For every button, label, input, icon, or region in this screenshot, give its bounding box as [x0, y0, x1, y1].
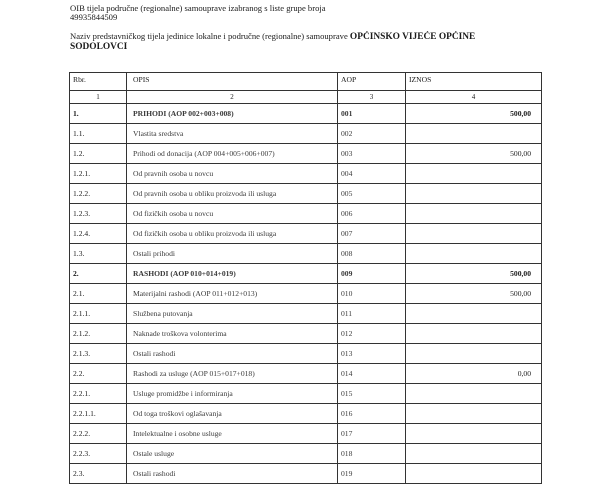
column-header-aop: AOP [338, 73, 406, 91]
oib-line-text: OIB tijela područne (regionalne) samouprave izabranog s liste grupe broja [70, 3, 326, 13]
cell-aop: 010 [338, 284, 406, 304]
cell-iznos [406, 404, 542, 424]
cell-opis: Službena putovanja [127, 304, 338, 324]
column-number-3: 3 [338, 91, 406, 104]
table-row [70, 244, 542, 264]
cell-aop: 003 [338, 144, 406, 164]
cell-aop: 019 [338, 464, 406, 484]
organization-name-prefix: Naziv predstavničkog tijela jedinice lokalne i područne (regionalne) samouprave [70, 31, 348, 41]
table-row [70, 104, 542, 124]
cell-rbr: 1.2.3. [70, 204, 127, 224]
cell-iznos: 500,00 [406, 144, 542, 164]
financial-report-table [69, 72, 542, 484]
column-header-iznos: IZNOS [406, 73, 542, 91]
cell-opis: Od pravnih osoba u obliku proizvoda ili usluga [127, 184, 338, 204]
table-row [70, 324, 542, 344]
column-number-1: 1 [70, 91, 127, 104]
column-number-4: 4 [406, 91, 542, 104]
cell-aop: 016 [338, 404, 406, 424]
cell-aop: 015 [338, 384, 406, 404]
cell-opis: Od pravnih osoba u novcu [127, 164, 338, 184]
cell-opis: Materijalni rashodi (AOP 011+012+013) [127, 284, 338, 304]
cell-aop: 014 [338, 364, 406, 384]
cell-opis: PRIHODI (AOP 002+003+008) [127, 104, 338, 124]
cell-opis: Rashodi za usluge (AOP 015+017+018) [127, 364, 338, 384]
cell-rbr: 2.1.3. [70, 344, 127, 364]
cell-rbr: 1.2. [70, 144, 127, 164]
table-row [70, 384, 542, 404]
cell-rbr: 2.3. [70, 464, 127, 484]
table-row [70, 144, 542, 164]
cell-iznos [406, 244, 542, 264]
cell-rbr: 2. [70, 264, 127, 284]
cell-iznos [406, 124, 542, 144]
cell-rbr: 1.2.4. [70, 224, 127, 244]
cell-opis: Naknade troškova volonterima [127, 324, 338, 344]
cell-opis: Vlastita sredstva [127, 124, 338, 144]
cell-opis: Ostali prihodi [127, 244, 338, 264]
organization-name-line-2 [70, 42, 540, 52]
organization-name-line [70, 31, 540, 42]
column-header-rbr: Rbr. [70, 73, 127, 91]
cell-iznos [406, 344, 542, 364]
table-row [70, 224, 542, 244]
cell-iznos [406, 324, 542, 344]
cell-iznos [406, 184, 542, 204]
cell-rbr: 2.2.1. [70, 384, 127, 404]
cell-rbr: 2.1.2. [70, 324, 127, 344]
cell-opis: Ostali rashodi [127, 464, 338, 484]
table-row [70, 264, 542, 284]
cell-aop: 012 [338, 324, 406, 344]
cell-aop: 017 [338, 424, 406, 444]
cell-aop: 013 [338, 344, 406, 364]
cell-iznos [406, 464, 542, 484]
cell-aop: 001 [338, 104, 406, 124]
cell-aop: 006 [338, 204, 406, 224]
cell-iznos [406, 224, 542, 244]
cell-aop: 007 [338, 224, 406, 244]
organization-name-bold-2: ŠODOLOVCI [70, 42, 128, 52]
cell-rbr: 1.3. [70, 244, 127, 264]
cell-aop: 011 [338, 304, 406, 324]
cell-opis: Od fizičkih osoba u obliku proizvoda ili usluga [127, 224, 338, 244]
cell-opis: Od toga troškovi oglašavanja [127, 404, 338, 424]
table-row [70, 124, 542, 144]
table-row [70, 164, 542, 184]
cell-iznos: 500,00 [406, 284, 542, 304]
cell-iznos [406, 304, 542, 324]
cell-iznos: 0,00 [406, 364, 542, 384]
cell-rbr: 1.1. [70, 124, 127, 144]
cell-iznos [406, 164, 542, 184]
cell-rbr: 2.2.3. [70, 444, 127, 464]
cell-iznos [406, 424, 542, 444]
table-header-row [70, 73, 542, 91]
cell-aop: 008 [338, 244, 406, 264]
cell-rbr: 2.1. [70, 284, 127, 304]
table-row [70, 304, 542, 324]
cell-aop: 005 [338, 184, 406, 204]
table-row [70, 284, 542, 304]
cell-iznos [406, 384, 542, 404]
cell-opis: Od fizičkih osoba u novcu [127, 204, 338, 224]
cell-rbr: 2.2. [70, 364, 127, 384]
table-row [70, 364, 542, 384]
cell-aop: 002 [338, 124, 406, 144]
cell-opis: Usluge promidžbe i informiranja [127, 384, 338, 404]
column-header-opis: OPIS [127, 73, 338, 91]
cell-opis: Prihodi od donacija (AOP 004+005+006+007) [127, 144, 338, 164]
table-row [70, 404, 542, 424]
table-row [70, 444, 542, 464]
cell-iznos: 500,00 [406, 264, 542, 284]
oib-number [70, 12, 540, 22]
cell-rbr: 1.2.2. [70, 184, 127, 204]
cell-rbr: 2.2.2. [70, 424, 127, 444]
cell-rbr: 2.1.1. [70, 304, 127, 324]
column-number-row [70, 91, 542, 104]
cell-iznos [406, 444, 542, 464]
cell-rbr: 1. [70, 104, 127, 124]
table-row [70, 184, 542, 204]
cell-iznos [406, 204, 542, 224]
column-number-2: 2 [127, 91, 338, 104]
cell-opis: Ostale usluge [127, 444, 338, 464]
cell-rbr: 1.2.1. [70, 164, 127, 184]
cell-iznos: 500,00 [406, 104, 542, 124]
cell-rbr: 2.2.1.1. [70, 404, 127, 424]
table-row [70, 344, 542, 364]
table-row [70, 464, 542, 484]
cell-opis: Ostali rashodi [127, 344, 338, 364]
cell-aop: 018 [338, 444, 406, 464]
organization-name-bold: OPĆINSKO VIJEĆE OPĆINE [349, 32, 476, 42]
oib-number-text: 49935844509 [70, 12, 118, 22]
table-row [70, 204, 542, 224]
cell-aop: 009 [338, 264, 406, 284]
cell-opis: RASHODI (AOP 010+014+019) [127, 264, 338, 284]
cell-aop: 004 [338, 164, 406, 184]
table-row [70, 424, 542, 444]
cell-opis: Intelektualne i osobne usluge [127, 424, 338, 444]
